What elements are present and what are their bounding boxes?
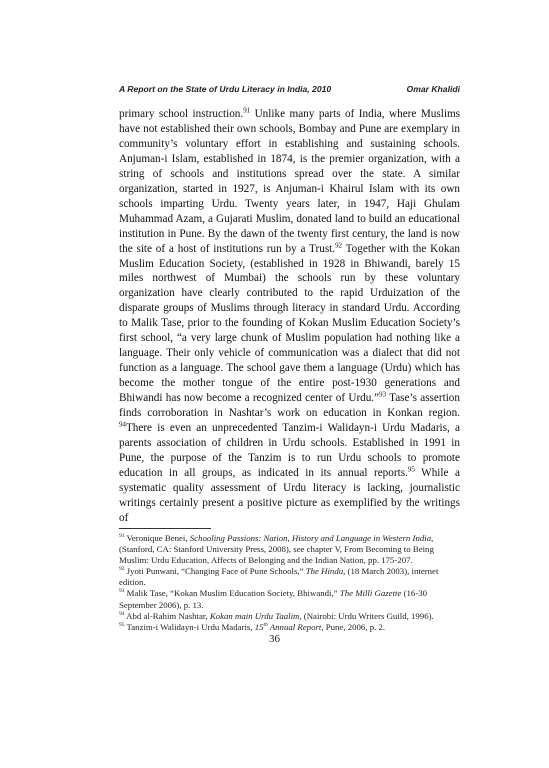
footnote-number: 94 — [119, 610, 125, 617]
footnote-title-part: 15 — [254, 621, 264, 632]
body-text-segment: Unlike many parts of India, where Muslims have not established their own schools, Bombay and Pune are exemplary in community’s voluntary effort in establishing and sustaining schools. Anjuman-i Islam, established in 1874, is the premier organization, with a string of schools and institutions spread over the state. A similar organization, started in 1927, is Anjuman-i Khairul Islam with its own schools imparting Urdu. Twenty years later, in 1947, Haji Ghulam Muhammad Azam, a Gujarati Muslim, donated land to build an educational institution in Pune. By the dawn of the twenty first century, the land is now the site of a host of institutions run by a Trust. — [119, 108, 460, 255]
footnote-91 — [119, 533, 460, 566]
footnote-text: Jyoti Punwani, “Changing Face of Pune Schools,” — [124, 566, 306, 577]
body-text — [119, 107, 460, 526]
footnote-text: (16-30 September 2006), p. 13. — [119, 588, 428, 610]
footnote-text: Malik Tase, “Kokan Muslim Education Society, Bhiwandi,” — [124, 588, 340, 599]
footnote-title-part: Annual Report, — [267, 621, 324, 632]
footnote-text: (Nairobi: Urdu Writers Guild, 1996). — [301, 610, 434, 621]
footnote-number: 93 — [119, 588, 125, 595]
footnotes — [119, 533, 460, 633]
footnote-separator — [119, 528, 211, 529]
footnote-ref-92[interactable]: 92 — [335, 240, 343, 249]
footnote-number: 92 — [119, 566, 125, 573]
footnote-title: Schooling Passions: Nation, History and Language in Western India, — [189, 533, 434, 543]
body-text-segment: While a systematic quality assessment of Urdu literacy is lacking, journalistic writings certainly present a positive picture as exemplified by the writings of — [119, 466, 460, 524]
body-text-segment: primary school instruction. — [119, 108, 244, 120]
footnote-title: The Hindu, — [305, 566, 346, 577]
footnote-ref-95[interactable]: 95 — [407, 465, 415, 474]
body-text-segment: Together with the Kokan Muslim Education Society, (established in 1928 in Bhiwandi, barely 15 miles northwest of Mumbai) the schools run by these voluntary organization have clearly contributed to the rapid Urduization of the disparate groups of Muslims through literacy in standard Urdu. According to Malik Tase, prior to the founding of Kokan Muslim Education Society’s first school, “a very large chunk of Muslim population had nothing like a language. Their only vehicle of communication was a dialect that did not function as a language. The school gave them a language (Urdu) which has become the mother tongue of the entire post-1930 generations and Bhiwandi has now become a recognized center of Urdu.” — [119, 242, 460, 405]
footnote-ref-91[interactable]: 91 — [243, 106, 251, 115]
body-text-segment: There is even an unprecedented Tanzim-i Walidayn-i Urdu Madaris, a parents association of children in Urdu schools. Established in 1991 in Pune, the purpose of the Tanzim is to run Urdu schools to promote education in all groups, as indicated in its annual reports. — [119, 422, 460, 479]
footnote-title: Kokan main Urdu Taalim, — [209, 610, 302, 621]
footnote-text: Abd al-Rahim Nashtar, — [124, 610, 210, 621]
footnote-ref-93[interactable]: 93 — [379, 390, 387, 399]
footnote-92 — [119, 566, 460, 588]
running-header — [119, 84, 460, 94]
footnote-number: 91 — [119, 533, 125, 540]
footnote-text: (18 March 2003), internet edition. — [119, 566, 439, 588]
page-number: 36 — [269, 633, 280, 645]
footnote-number: 95 — [119, 621, 125, 628]
footnote-title-superscript: th — [263, 621, 268, 628]
footnote-text: Tanzim-i Walidayn-i Urdu Madaris, — [124, 621, 255, 632]
footnote-title — [255, 622, 324, 632]
header-title: A Report on the State of Urdu Literacy in India, 2010 — [119, 84, 332, 94]
footnote-text: Veronique Benei, — [124, 533, 190, 543]
body-paragraph — [119, 107, 460, 526]
footnote-text: (Stanford, CA: Stanford University Press, 2008), see chapter V, From Becoming to Being Muslim: Urdu Education, Affects of Belonging and the Indian Nation, pp. 175-207. — [119, 544, 434, 566]
footnote-94 — [119, 611, 460, 622]
header-author: Omar Khalidi — [406, 84, 460, 94]
footnote-title: The Milli Gazette — [339, 588, 402, 599]
footnote-ref-94[interactable]: 94 — [119, 420, 126, 429]
footnote-93 — [119, 588, 460, 610]
body-text-segment: Tase’s assertion finds corroboration in Nashtar’s work on education in Konkan region. — [119, 392, 460, 420]
footnote-95 — [119, 622, 460, 633]
footnote-text: Pune, 2006, p. 2. — [323, 621, 386, 632]
